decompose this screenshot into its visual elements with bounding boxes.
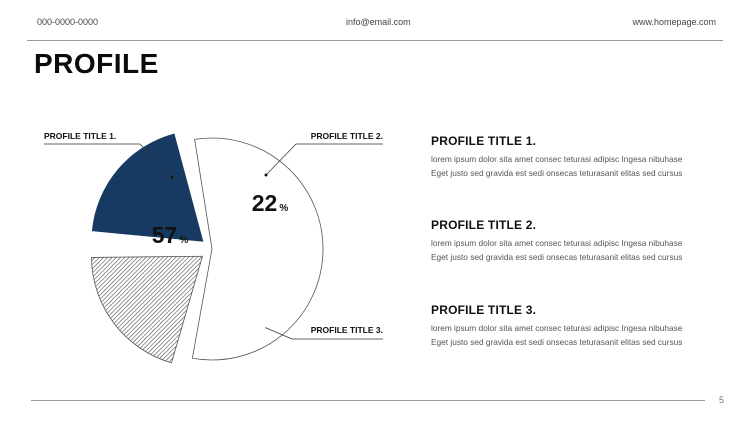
profile-item-text: Eget justo sed gravida est sedi onsecas teturasanit elitas sed cursus bbox=[431, 168, 683, 178]
profile-item-text: lorem ipsum dolor sita amet consec teturasi adipisc Ingesa nibuhase bbox=[431, 238, 683, 248]
pie-slices bbox=[91, 134, 323, 363]
profile-item-text: lorem ipsum dolor sita amet consec teturasi adipisc Ingesa nibuhase bbox=[431, 154, 683, 164]
pie-value-label-2: 22 % bbox=[251, 190, 289, 216]
pie-leader-dot-2 bbox=[265, 174, 268, 177]
page-number: 5 bbox=[718, 395, 724, 405]
profile-item-title: PROFILE TITLE 1. bbox=[431, 134, 537, 148]
profile-item-title: PROFILE TITLE 2. bbox=[431, 218, 537, 232]
pie-callout-label-1: PROFILE TITLE 1. bbox=[44, 131, 117, 141]
profile-item-3 bbox=[431, 303, 731, 349]
profile-item-text: lorem ipsum dolor sita amet consec teturasi adipisc Ingesa nibuhase bbox=[431, 323, 683, 333]
profile-item-1 bbox=[431, 134, 731, 180]
pie-value-label-1: 57 % bbox=[151, 222, 189, 248]
pie-slice-2 bbox=[91, 256, 202, 363]
pie-slice-1 bbox=[192, 138, 323, 360]
pie-leader-dot-1 bbox=[171, 176, 174, 179]
pie-value-label-3: 21 % bbox=[241, 278, 279, 304]
profile-item-text: Eget justo sed gravida est sedi onsecas teturasanit elitas sed cursus bbox=[431, 252, 683, 262]
header-phone: 000-0000-0000 bbox=[37, 17, 99, 27]
footer-divider bbox=[31, 400, 705, 401]
pie-slice-3 bbox=[92, 134, 203, 241]
header-website[interactable]: www.homepage.com bbox=[632, 17, 716, 27]
pie-callout-label-3: PROFILE TITLE 3. bbox=[310, 325, 383, 335]
profile-item-text: Eget justo sed gravida est sedi onsecas teturasanit elitas sed cursus bbox=[431, 337, 683, 347]
pie-callout-label-2: PROFILE TITLE 2. bbox=[310, 131, 383, 141]
page-title: PROFILE bbox=[34, 48, 159, 79]
profile-item-2 bbox=[431, 218, 731, 264]
profile-item-title: PROFILE TITLE 3. bbox=[431, 303, 537, 317]
header-email[interactable]: info@email.com bbox=[346, 17, 411, 27]
pie-leader-dot-3 bbox=[263, 326, 266, 329]
